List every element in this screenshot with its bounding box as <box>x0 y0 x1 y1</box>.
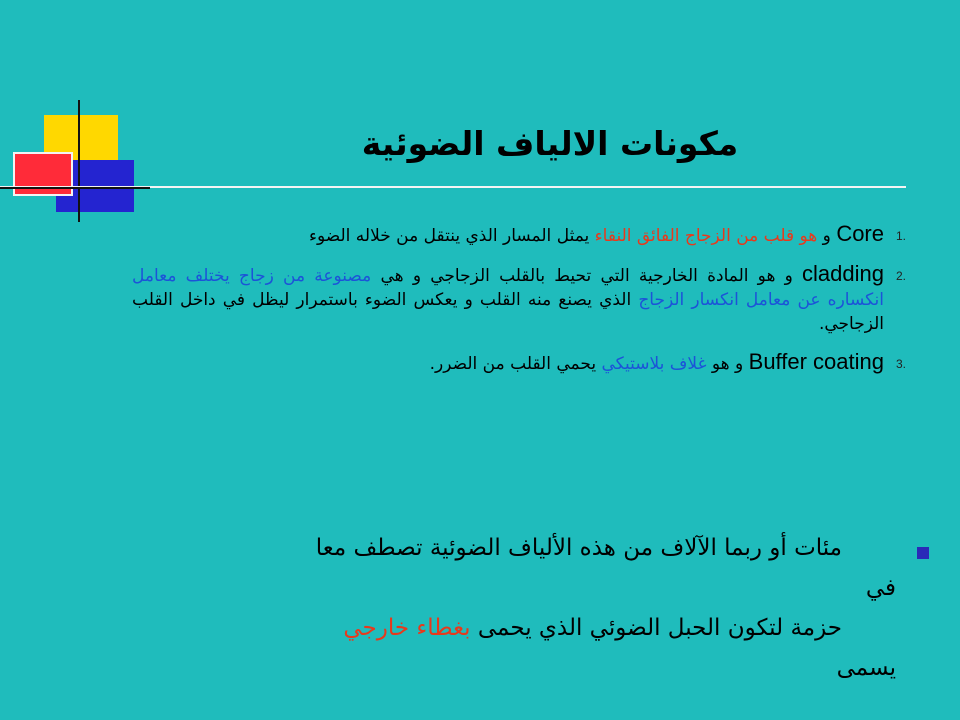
list-item <box>132 349 906 376</box>
paragraph-text: يسمى <box>836 655 896 681</box>
description-text: الذي يصنع منه القلب و يعكس الضوء باستمرار ليظل في داخل القلب الزجاجي. <box>132 290 884 334</box>
logo-red-square <box>13 152 73 196</box>
paragraph-line <box>134 568 896 608</box>
paragraph-text: في <box>865 575 896 601</box>
logo-horizontal-line <box>0 187 150 189</box>
description-text: و هو <box>706 354 749 374</box>
bullet-square-icon <box>917 547 929 559</box>
description-text: يمثل المسار الذي ينتقل من خلاله الضوء <box>308 226 595 246</box>
slide-title: مكونات الالياف الضوئية <box>361 124 739 163</box>
list-number: .2 <box>895 269 906 283</box>
term-label: Buffer coating <box>748 349 884 374</box>
list-item <box>132 261 906 336</box>
numbered-list <box>132 221 906 390</box>
paragraph-line <box>134 648 896 688</box>
description-text: و <box>817 226 837 246</box>
logo-vertical-line <box>78 100 80 222</box>
paragraph-text: مئات أو ربما الآلاف من هذه الألياف الضوئية تصطف معا <box>315 535 842 561</box>
term-label: Core <box>836 221 884 246</box>
description-text: هو قلب من الزجاج الفائق النقاء <box>594 226 818 246</box>
description-text: يحمي القلب من الضرر. <box>429 354 602 374</box>
paragraph-text: بغطاء خارجي <box>343 615 471 641</box>
paragraph-line <box>134 528 896 568</box>
term-label: cladding <box>802 261 884 286</box>
description-text: غلاف بلاستيكي <box>601 354 707 374</box>
bullet-paragraph <box>134 528 896 688</box>
list-item <box>132 221 906 248</box>
description-text: مصنوعة من زجاج يختلف معامل انكساره عن معامل انكسار الزجاج <box>132 266 884 310</box>
list-number: .1 <box>895 229 906 243</box>
description-text: و هو المادة الخارجية التي تحيط بالقلب الزجاجي و هي <box>371 266 803 286</box>
paragraph-text: حزمة لتكون الحبل الضوئي الذي يحمى <box>470 615 842 641</box>
paragraph-line <box>134 608 896 648</box>
list-number: .3 <box>895 357 906 371</box>
